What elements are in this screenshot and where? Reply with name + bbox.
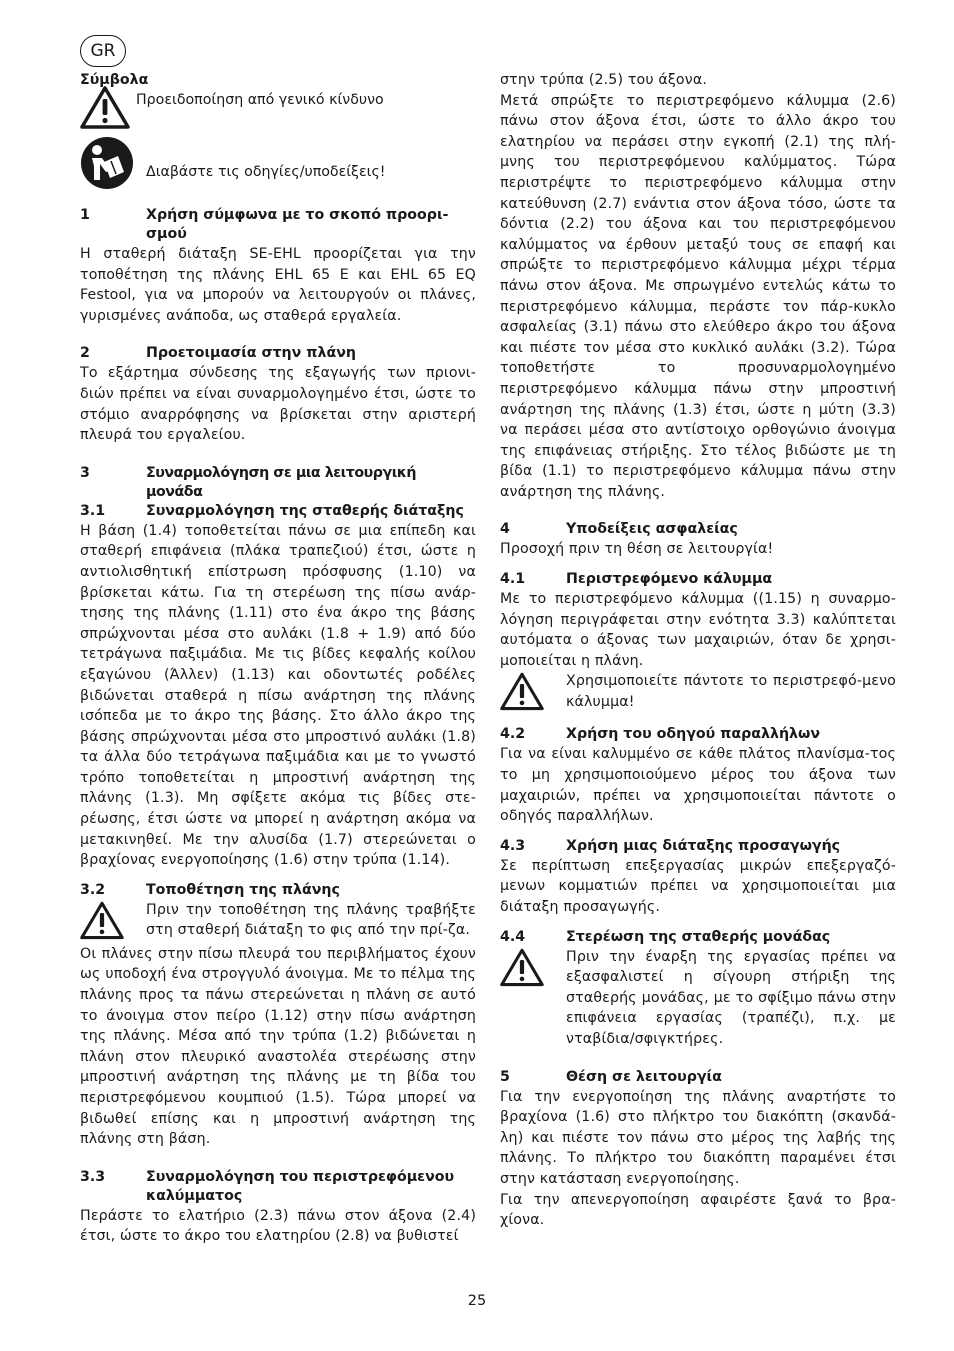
section-body: Προσοχή πριν τη θέση σε λειτουργία! — [500, 541, 774, 558]
section-number: 4 — [500, 521, 510, 538]
warning-note — [500, 671, 896, 715]
section-heading — [80, 206, 476, 244]
section-body: Η σταθερή διάταξη SE-EHL προορίζεται για την τοποθέτηση της πλάνης EHL 65 E και EHL 65 EQ Festool, για να μπορούν να λειτουργούν οι πλάνες, γυρισμένες ανάποδα, ως σταθερά εργαλεία. — [80, 246, 476, 324]
section-number: 4.1 — [500, 571, 526, 588]
section-title: Χρήση μιας διάταξης προσαγωγής — [566, 837, 841, 854]
section-heading — [500, 570, 896, 589]
warning-triangle-icon — [500, 671, 566, 715]
section-heading — [500, 928, 896, 947]
warning-text: Πριν την τοποθέτηση της πλάνης τραβήξτε στη σταθερή διάταξη το φις από την πρί-ζα. — [146, 901, 476, 939]
section-title: Συναρμολόγηση της σταθερής διάταξης — [146, 502, 464, 519]
section-heading — [80, 502, 476, 521]
warning-text: Χρησιμοποιείτε πάντοτε το περιστρεφό-μενο κάλυμμα! — [566, 673, 896, 711]
section-body: Για την ενεργοποίηση της πλάνης αναρτήστε το βραχίονα (1.6) στο πλήκτρο του διακόπτη (σκανδά-λη) και πιέστε τον πάνω στο μέρος της λαβής της πλάνης. Το πλήκτρο του διακόπτη παραμένει έτσι στην κατάσταση ενεργοποίησης. Για την απενεργοποίηση αφαιρέστε ξανά το βρα-χίονα. — [500, 1088, 896, 1229]
section-body: Για να είναι καλυμμένο σε κάθε πλάτος πλανίσμα-τος το μη χρησιμοποιούμενο μέρος του άξονα των μαχαιριών, πρέπει να χρησιμοποιείται πάντοτε ο οδηγός παραλλήλων. — [500, 746, 896, 825]
section-heading — [80, 464, 476, 502]
left-column — [80, 70, 476, 1247]
section-body: στην τρύπα (2.5) του άξονα. Μετά σπρώξτε το περιστρεφόμενο κάλυμμα (2.6) πάνω στον άξονα έτσι, ώστε το άλλο άκρο του ελατηρίου να περάσει στην εγκοπή (2.1) της πλή-μνης του περιστρεφόμενου καλύμματος. Τώρα περιστρέψτε το περιστρεφόμενο κάλυμμα στην κατεύθυνση (2.7) ενάντια στον άξονα τόσο, ώστε τα δόντια (2.2) του άξονα και του περιστρεφόμενου καλύμματος να έρθουν μεταξύ τους σε επαφή και σπρώξτε το περιστρεφόμενο κάλυμμα μέχρι τέρμα πάνω στον άξονα. Με σπρωγμένο εντελώς κάτω το περιστρεφόμενο κάλυμμα, περάστε τον πάρ-κυκλο ασφαλείας (3.1) πάνω στο ελεύθερο άκρο του άξονα και πιέστε τον μέσα στο κυκλικό αυλάκι (3.2). Τώρα τοποθετήστε το προσυναρμολογημένο περιστρεφόμενο κάλυμμα πάνω στην μπροστινή ανάρτηση της πλάνης (1.3) έτσι, ώστε η μύτη (3.3) να περάσει μέσα στο αντίστοιχο ορθογώνιο άνοιγμα της επιφάνειας στήριξης. Στο τέλος βιδώστε με τη βίδα (1.1) το περιστρεφόμενο κάλυμμα πάνω στην ανάρτηση της πλάνης. — [500, 72, 896, 500]
section-title: Περιστρεφόμενο κάλυμμα — [566, 571, 773, 588]
section-heading — [80, 1168, 476, 1206]
section-body: Με το περιστρεφόμενο κάλυμμα ((1.15) η συναρμο-λόγηση περιγράφεται στην ενότητα 3.3) καλύπτεται αυτόματα ο άξονας των μαχαιριών, όταν δε χρησι-μοποιείται η πλάνη. — [500, 591, 896, 669]
section-title: Συναρμολόγηση του περιστρεφόμενου καλύμματος — [146, 1168, 455, 1204]
section-number: 4.4 — [500, 928, 526, 945]
warning-text: Πριν την έναρξη της εργασίας πρέπει να εξασφαλιστεί η σίγουρη στήριξη της σταθερής μονάδας, με το σφίξιμο πάνω στην επιφάνεια εργασίας (τραπέζι), π.χ. με νταβίδια/σφιγκτήρες. — [566, 948, 896, 1047]
section-body: Οι πλάνες στην πίσω πλευρά του περιβλήματος έχουν ως υποδοχή ένα στρογγυλό άνοιγμα. Με το πέλμα της πλάνης προς τα πάνω στερεώνεται η πλάνη σε αυτό το άνοιγμα στον πείρο (1.12) στην πίσω ανάρτηση της πλάνης. Μέσα από την τρύπα (1.2) βιδώνεται η πλάνη στον πλευρικό αναστολέα στερέωσης στην μπροστινή ανάρτηση της πλάνης με τη βίδα του περιστρεφόμενου κουμπιού (1.5). Τώρα μπορεί να βιδωθεί επίσης και η μπροστινή ανάρτηση της πλάνης στη βάση. — [80, 945, 476, 1148]
section-body: Περάστε το ελατήριο (2.3) πάνω στον άξονα (2.4) έτσι, ώστε το άκρο του ελατηρίου (2.8) να βυθιστεί — [80, 1207, 476, 1245]
section-number: 3.2 — [80, 881, 106, 898]
symbol-read-label: Διαβάστε τις οδηγίες/υποδείξεις! — [146, 164, 386, 180]
section-heading — [500, 725, 896, 744]
section-title: Υποδείξεις ασφαλείας — [566, 521, 738, 538]
warning-triangle-icon — [500, 947, 566, 991]
section-number: 3 — [80, 464, 90, 481]
section-number: 4.2 — [500, 726, 526, 743]
section-number: 3.1 — [80, 502, 106, 519]
section-body: Σε περίπτωση επεξεργασίας μικρών επεξεργαζό-μενων κομματιών πρέπει να χρησιμοποιείται μια διάταξη προσαγωγής. — [500, 857, 896, 915]
section-number: 5 — [500, 1068, 510, 1085]
section-body: Η βάση (1.4) τοποθετείται πάνω σε μια επίπεδη και σταθερή επιφάνεια (πλάκα τραπεζιού) έτσι, ώστε η αντιολισθητική επίστρωση πρόσφυσης (1.10) να βρίσκεται κάτω. Για τη στερέωση της πίσω ανάρ-τησης της πλάνης (1.11) στο ένα άκρο της βάσης σπρώχνονται μέσα στο αυλάκι (1.8 + 1.9) από δύο τετράγωνα παξιμάδια. Με τις βίδες κεφαλής κοίλου εξαγώνου (Άλλεν) (1.13) και οδοντωτές ροδέλες βιδώνεται σταθερά η πίσω ανάρτηση της πλάνης ισόπεδα με το άκρο της βάσης. Στο άλλο άκρο της βάσης σπρώχνονται μέσα στο μπροστινό αυλάκι (1.8) τα άλλα δύο τετράγωνα παξιμάδια και με το γνωστό τρόπο τοποθετείται η μπροστινή ανάρτηση της πλάνης (1.3). Μη σφίξετε ακόμα τις βίδες στε-ρέωσης, έτσι ώστε να μπορεί η ανάρτηση ακόμα να μετακινηθεί. Με την αλυσίδα (1.7) στερεώνεται ο βραχίονας ενεργοποίησης (1.6) στην τρύπα (1.14). — [80, 522, 476, 869]
warning-triangle-icon — [80, 900, 146, 944]
section-heading — [80, 344, 476, 363]
section-number: 4.3 — [500, 837, 526, 854]
page-number: 25 — [467, 1293, 487, 1309]
right-column — [500, 70, 896, 1231]
warning-note — [80, 900, 476, 944]
section-number: 3.3 — [80, 1168, 106, 1185]
warning-note — [500, 947, 896, 1050]
section-heading — [500, 1068, 896, 1087]
section-title: Στερέωση της σταθερής μονάδας — [566, 928, 831, 945]
language-badge: GR — [80, 35, 126, 67]
section-heading — [500, 837, 896, 856]
section-title: Θέση σε λειτουργία — [566, 1068, 722, 1085]
symbols-title: Σύμβολα — [80, 72, 149, 88]
section-title: Τοποθέτηση της πλάνης — [146, 881, 340, 898]
section-heading — [500, 520, 896, 539]
symbol-warning-row — [80, 86, 476, 132]
section-heading — [80, 881, 476, 900]
section-number: 1 — [80, 207, 90, 223]
section-title: Συναρμολόγηση σε μια λειτουργική μονάδα — [146, 464, 417, 500]
read-instructions-icon — [80, 136, 146, 194]
section-title: Προετοιμασία στην πλάνη — [146, 345, 356, 362]
symbol-warning-label: Προειδοποίηση από γενικό κίνδυνο — [136, 92, 384, 108]
section-number: 2 — [80, 345, 90, 362]
warning-triangle-icon — [80, 85, 136, 133]
section-body: Το εξάρτημα σύνδεσης της εξαγωγής των πριονι-διών πρέπει να είναι συναρμολογημένο έτσι, ώστε το στόμιο αναρρόφησης να βρίσκεται στην αριστερή πλευρά του εργαλείου. — [80, 365, 476, 444]
section-title: Χρήση σύμφωνα με το σκοπό προορι-σμού — [146, 207, 449, 242]
section-title: Χρήση του οδηγού παραλλήλων — [566, 726, 821, 743]
symbol-read-row — [80, 136, 476, 194]
